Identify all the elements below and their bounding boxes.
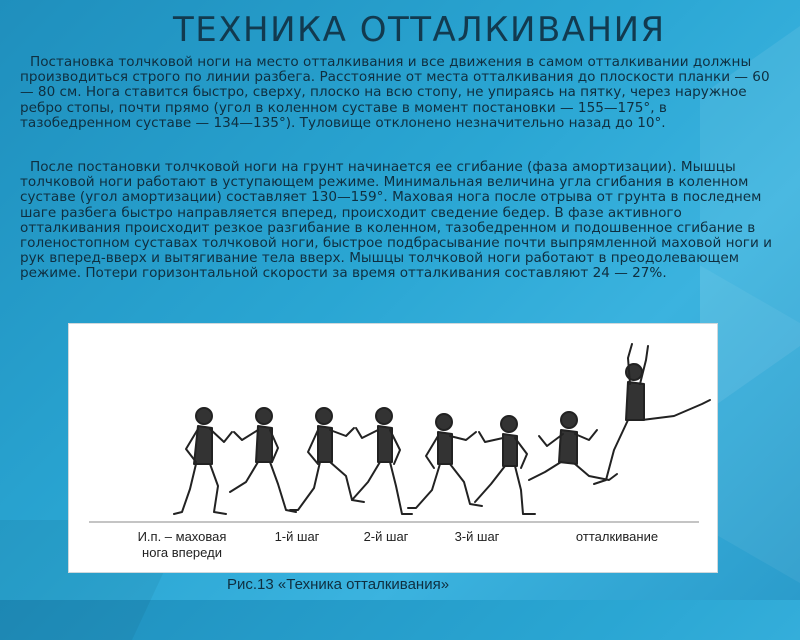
stage-label-step-3: 3-й шаг	[454, 529, 500, 544]
stage-label-step-2: 2-й шаг	[363, 529, 409, 544]
figure-caption: Рис.13 «Техника отталкивания»	[227, 576, 450, 593]
runner-figure-4	[352, 408, 412, 514]
stage-label-step-1: 1-й шаг	[274, 529, 320, 544]
technique-illustration	[68, 323, 718, 573]
paragraph-placement: Постановка толчковой ноги на место отталкивания и все движения в самом отталкивании должны производиться строго по линии разбега. Расстояние от места отталкивания до плоскости планки — 60 — 80 см. Нога ставится быстро, сверху, плоско на всю стопу, не упираясь на пятку, через наружное ребро стопы, почти прямо (угол в коленном суставе в момент постановки — 155—175°, в тазобедренном суставе — 134—135°). Туловище отклонено незначительно назад до 10°.	[20, 54, 770, 131]
stage-label-start: И.п. – маховая нога впереди	[137, 529, 227, 560]
runner-figure-2	[230, 408, 296, 512]
stage-label-takeoff: отталкивание	[575, 529, 659, 544]
runner-figure-6	[475, 416, 535, 514]
runner-figure-1	[174, 408, 232, 514]
runner-figure-7	[529, 412, 617, 480]
runner-figure-8	[594, 344, 710, 484]
runner-figure-3	[290, 408, 364, 510]
paragraph-amortization: После постановки толчковой ноги на грунт начинается ее сгибание (фаза амортизации). Мышцы толчковой ноги работают в уступающем режиме. Минимальная величина угла сгибания в коленном суставе (угол амортизации) составляет 130—159°. Маховая нога после отрыва от грунта в последнем шаге разбега быстро направляется вперед, происходит сведение бедер. В фазе активного отталкивания происходит резкое разгибание в коленном, тазобедренном и подошвенное сгибание в голеностопном суставах толчковой ноги, быстрое подбрасывание почти выпрямленной маховой ноги и рук вперед-вверх и вытягивание тела вверх. Мышцы толчковой ноги работают в преодолевающем режиме. Потери горизонтальной скорости за время отталкивания составляют 24 — 27%.	[20, 159, 772, 282]
slide-title: ТЕХНИКА ОТТАЛКИВАНИЯ	[173, 10, 666, 50]
runner-figure-5	[408, 414, 482, 508]
